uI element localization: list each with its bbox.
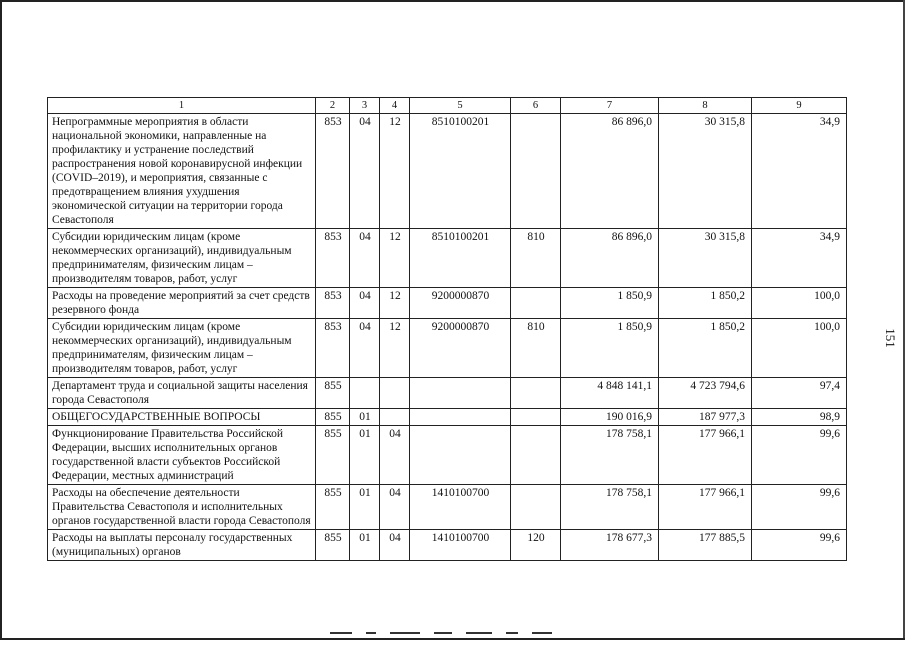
col-2: 853	[316, 229, 350, 288]
col-8: 177 885,5	[659, 530, 752, 561]
col-7: 4 848 141,1	[561, 378, 659, 409]
col-8: 4 723 794,6	[659, 378, 752, 409]
col-4: 12	[380, 319, 410, 378]
row-name: Расходы на проведение мероприятий за счет средств резервного фонда	[48, 288, 316, 319]
col-7: 86 896,0	[561, 229, 659, 288]
col-4: 12	[380, 288, 410, 319]
table-row	[48, 530, 847, 561]
table-row	[48, 378, 847, 409]
col-5: 1410100700	[410, 485, 511, 530]
col-8: 177 966,1	[659, 426, 752, 485]
col-9: 34,9	[752, 229, 847, 288]
budget-table	[47, 97, 847, 561]
col-3: 04	[350, 288, 380, 319]
col-2: 855	[316, 378, 350, 409]
scan-artifact-marks	[330, 632, 730, 635]
col-2: 855	[316, 409, 350, 426]
col-9: 100,0	[752, 288, 847, 319]
table-row	[48, 426, 847, 485]
col-7: 178 758,1	[561, 485, 659, 530]
col-9: 34,9	[752, 114, 847, 229]
table-row	[48, 114, 847, 229]
table-row	[48, 288, 847, 319]
col-9: 97,4	[752, 378, 847, 409]
col-5: 8510100201	[410, 114, 511, 229]
col-7: 178 758,1	[561, 426, 659, 485]
header-cell-2: 2	[316, 98, 350, 114]
col-5: 1410100700	[410, 530, 511, 561]
header-cell-9: 9	[752, 98, 847, 114]
col-6	[511, 485, 561, 530]
col-2: 855	[316, 426, 350, 485]
row-name: Субсидии юридическим лицам (кроме некоммерческих организаций), индивидуальным предпринимателям, физическим лицам – производителям товаров, работ, услуг	[48, 319, 316, 378]
col-7: 178 677,3	[561, 530, 659, 561]
col-6	[511, 114, 561, 229]
col-6: 810	[511, 319, 561, 378]
col-4	[380, 378, 410, 409]
col-4: 04	[380, 530, 410, 561]
header-cell-3: 3	[350, 98, 380, 114]
col-3: 01	[350, 485, 380, 530]
col-3: 01	[350, 426, 380, 485]
page-border-top	[0, 0, 905, 2]
col-8: 30 315,8	[659, 114, 752, 229]
col-8: 1 850,2	[659, 319, 752, 378]
col-2: 853	[316, 114, 350, 229]
col-3: 04	[350, 319, 380, 378]
col-8: 1 850,2	[659, 288, 752, 319]
table-row	[48, 319, 847, 378]
col-8: 187 977,3	[659, 409, 752, 426]
col-6	[511, 426, 561, 485]
col-2: 855	[316, 485, 350, 530]
row-name: Субсидии юридическим лицам (кроме некоммерческих организаций), индивидуальным предпринимателям, физическим лицам – производителям товаров, работ, услуг	[48, 229, 316, 288]
col-4: 04	[380, 426, 410, 485]
col-6: 120	[511, 530, 561, 561]
col-6: 810	[511, 229, 561, 288]
col-8: 177 966,1	[659, 485, 752, 530]
col-9: 99,6	[752, 485, 847, 530]
header-cell-1: 1	[48, 98, 316, 114]
col-9: 100,0	[752, 319, 847, 378]
col-5	[410, 378, 511, 409]
header-row	[48, 98, 847, 114]
col-5: 8510100201	[410, 229, 511, 288]
col-9: 99,6	[752, 530, 847, 561]
row-name: Непрограммные мероприятия в области национальной экономики, направленные на профилактику и устранение последствий распространения новой коронавирусной инфекции (COVID–2019), и мероприятия, связанные с предотвращением влияния ухудшения экономической ситуации на территории города Севастополя	[48, 114, 316, 229]
header-cell-7: 7	[561, 98, 659, 114]
col-3: 04	[350, 229, 380, 288]
col-9: 98,9	[752, 409, 847, 426]
col-5: 9200000870	[410, 319, 511, 378]
row-name: Департамент труда и социальной защиты населения города Севастополя	[48, 378, 316, 409]
col-7: 190 016,9	[561, 409, 659, 426]
header-cell-6: 6	[511, 98, 561, 114]
col-4	[380, 409, 410, 426]
col-6	[511, 409, 561, 426]
col-2: 853	[316, 288, 350, 319]
col-7: 1 850,9	[561, 319, 659, 378]
col-8: 30 315,8	[659, 229, 752, 288]
col-5	[410, 426, 511, 485]
page-number: 151	[883, 328, 898, 348]
row-name: Функционирование Правительства Российской Федерации, высших исполнительных органов государственной власти субъектов Российской Федерации, местных администраций	[48, 426, 316, 485]
col-4: 12	[380, 114, 410, 229]
col-7: 86 896,0	[561, 114, 659, 229]
page-border-left	[0, 0, 2, 640]
row-name: Расходы на выплаты персоналу государственных (муниципальных) органов	[48, 530, 316, 561]
col-2: 855	[316, 530, 350, 561]
row-name: Расходы на обеспечение деятельности Правительства Севастополя и исполнительных органов государственной власти города Севастополя	[48, 485, 316, 530]
header-cell-8: 8	[659, 98, 752, 114]
table-row	[48, 409, 847, 426]
header-cell-5: 5	[410, 98, 511, 114]
table-row	[48, 485, 847, 530]
col-5	[410, 409, 511, 426]
col-3	[350, 378, 380, 409]
col-3: 01	[350, 530, 380, 561]
col-3: 01	[350, 409, 380, 426]
col-9: 99,6	[752, 426, 847, 485]
col-4: 12	[380, 229, 410, 288]
row-name: ОБЩЕГОСУДАРСТВЕННЫЕ ВОПРОСЫ	[48, 409, 316, 426]
col-2: 853	[316, 319, 350, 378]
col-6	[511, 288, 561, 319]
col-6	[511, 378, 561, 409]
col-4: 04	[380, 485, 410, 530]
col-5: 9200000870	[410, 288, 511, 319]
col-3: 04	[350, 114, 380, 229]
table-row	[48, 229, 847, 288]
col-7: 1 850,9	[561, 288, 659, 319]
header-cell-4: 4	[380, 98, 410, 114]
